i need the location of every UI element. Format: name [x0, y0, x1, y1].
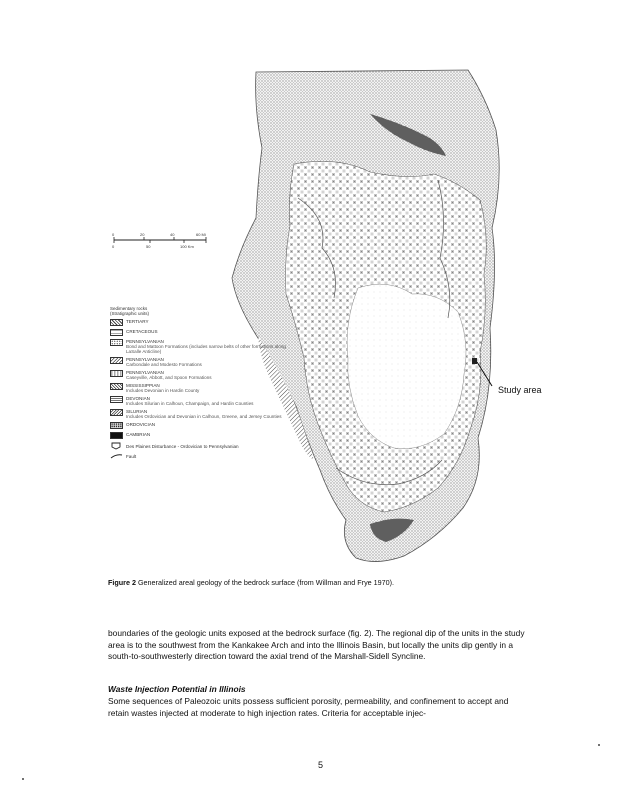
- legend-item-pennsylvanian-caseyville: [110, 370, 290, 380]
- scan-speck: [22, 778, 24, 780]
- legend-symbol-label: Fault: [126, 453, 137, 459]
- legend-item-label: PENNSYLVANIAN: [126, 370, 164, 375]
- legend-symbol-label: Des Plaines Disturbance - Ordovician to Pennsylvanian: [126, 443, 239, 449]
- legend-item-note: Carbondale and Modesto Formations: [126, 362, 202, 367]
- legend-item-cambrian: [110, 432, 290, 439]
- legend-item-label: CRETACEOUS: [126, 329, 158, 334]
- legend-symbol-disturbance: [110, 442, 290, 450]
- legend-item-label: PENNSYLVANIAN: [126, 339, 164, 344]
- legend-item-note: Includes Devonian in Hardin County: [126, 388, 200, 393]
- legend-item-mississippian: [110, 383, 290, 393]
- map-legend: [110, 306, 290, 462]
- body-paragraph-1: boundaries of the geologic units exposed at the bedrock surface (fig. 2). The regional dip of the units in the study area is to the southwest from the Kankakee Arch and into the Illinois Basin, but locally the units dip gently in a south-to-southwesterly direction toward the axial trend of the Marshall-Sidell Syncline.: [108, 628, 525, 662]
- legend-item-label: SILURIAN: [126, 409, 148, 414]
- legend-item-cretaceous: [110, 329, 290, 336]
- scale-top-20: 20: [140, 232, 145, 237]
- page-number: 5: [318, 760, 324, 770]
- legend-item-label: TERTIARY: [126, 319, 149, 324]
- scale-top-60: 60 Mi: [196, 232, 206, 237]
- scale-top-0: 0: [112, 232, 115, 237]
- geologic-map-figure: [108, 68, 542, 576]
- fault-line-icon: [110, 452, 123, 460]
- scale-top-40: 40: [170, 232, 175, 237]
- cambrian-swatch: [110, 432, 123, 439]
- scale-bottom-0: 0: [112, 244, 115, 249]
- figure-caption: [108, 578, 394, 587]
- legend-item-silurian: [110, 409, 290, 419]
- study-area-marker: [472, 358, 477, 364]
- legend-title-line1: Sedimentary rocks: [110, 306, 148, 311]
- scan-speck: [598, 744, 600, 746]
- silurian-swatch: [110, 409, 123, 416]
- figure-caption-text: Generalized areal geology of the bedrock surface (from Willman and Frye 1970).: [137, 578, 395, 587]
- pennsylvanian-caseyville-swatch: [110, 370, 123, 377]
- legend-item-label: CAMBRIAN: [126, 432, 151, 437]
- cretaceous-swatch: [110, 329, 123, 336]
- body-paragraph-2: Some sequences of Paleozoic units possess sufficient porosity, permeability, and confinement to accept and retain wastes injected at moderate to high injection rates. Criteria for acceptable injec-: [108, 696, 509, 718]
- legend-item-note: Bond and Mattoon Formations (includes narrow belts of other formations along LaSalle Anticline): [126, 344, 286, 354]
- scale-bottom-100: 100 Km: [180, 244, 194, 249]
- scale-bottom-50: 50: [146, 244, 151, 249]
- devonian-swatch: [110, 396, 123, 403]
- figure-label: Figure 2: [108, 578, 136, 587]
- legend-item-note: Includes Silurian in Calhoun, Champaign, and Hardin Counties: [126, 401, 254, 406]
- scale-labels: [112, 232, 212, 262]
- legend-item-note: Caseyville, Abbott, and Spoon Formations: [126, 375, 212, 380]
- pennsylvanian-carbondale-swatch: [110, 357, 123, 364]
- ordovician-swatch: [110, 422, 123, 429]
- pennsylvanian-bond-swatch: [110, 339, 123, 346]
- legend-item-note: Includes Ordovician and Devonian in Calhoun, Greene, and Jersey Counties: [126, 414, 282, 419]
- interior-unit: [347, 284, 466, 449]
- legend-item-ordovician: [110, 422, 290, 429]
- tertiary-swatch: [110, 319, 123, 326]
- legend-item-tertiary: [110, 319, 290, 326]
- legend-title: [110, 306, 290, 316]
- disturbance-icon: [110, 442, 123, 450]
- legend-symbol-fault: [110, 452, 290, 460]
- legend-item-pennsylvanian-bond: [110, 339, 290, 354]
- mississippian-swatch: [110, 383, 123, 390]
- legend-item-label: DEVONIAN: [126, 396, 150, 401]
- legend-item-pennsylvanian-carbondale: [110, 357, 290, 367]
- study-area-label: Study area: [498, 385, 542, 395]
- legend-item-label: MISSISSIPPIAN: [126, 383, 160, 388]
- section-heading: Waste Injection Potential in Illinois: [108, 684, 246, 694]
- legend-title-line2: (Stratigraphic units): [110, 311, 150, 316]
- legend-item-devonian: [110, 396, 290, 406]
- legend-item-label: ORDOVICIAN: [126, 422, 156, 427]
- legend-item-label: PENNSYLVANIAN: [126, 357, 164, 362]
